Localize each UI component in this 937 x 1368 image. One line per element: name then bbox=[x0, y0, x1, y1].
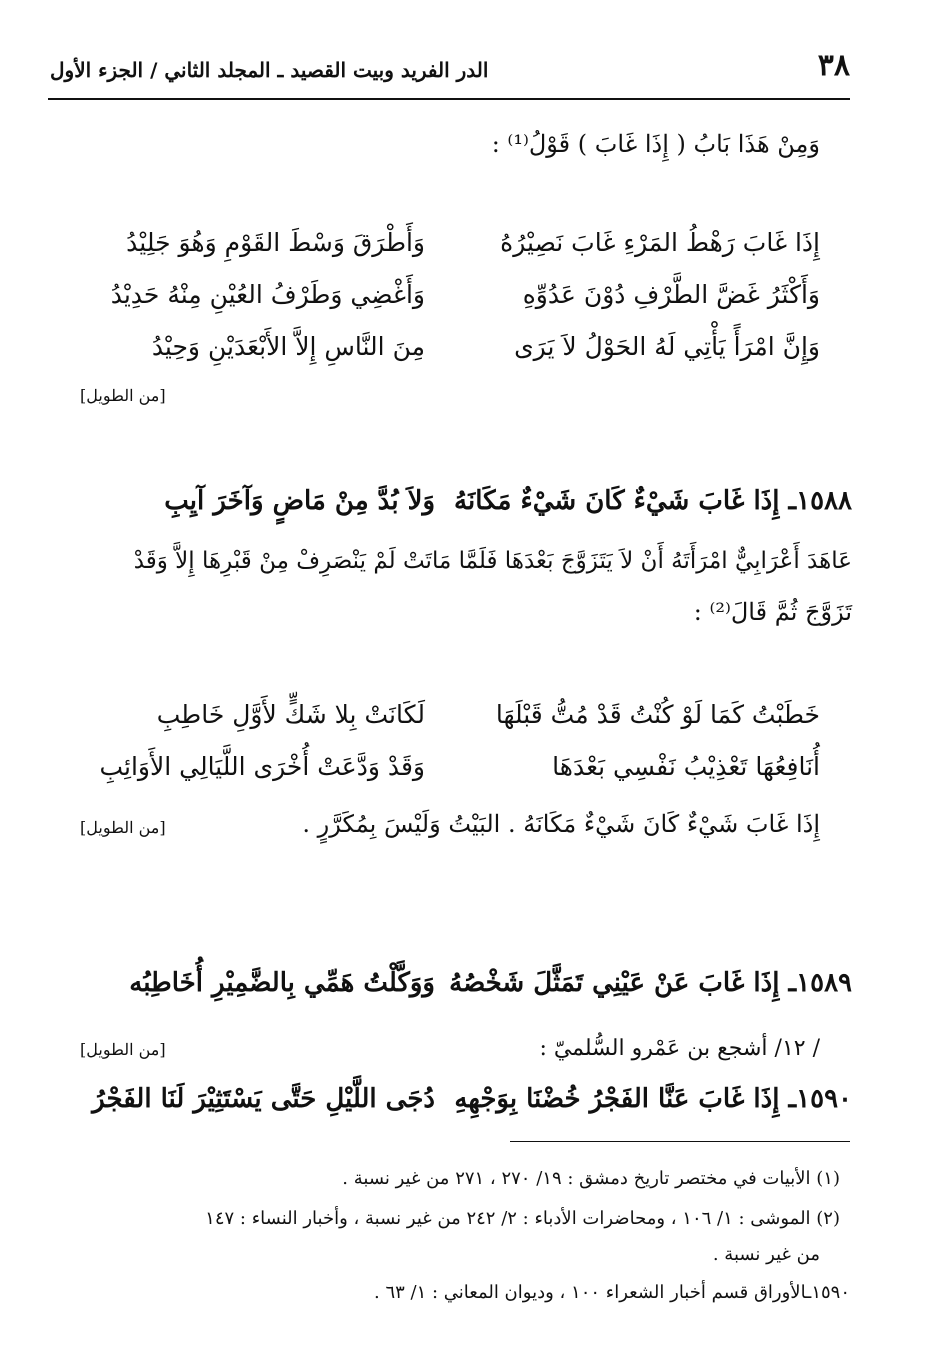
header-rule bbox=[48, 98, 850, 100]
entry-1589-right-hemistich: ١٥٨٩ـ إِذَا غَابَ عَنْ عَيْنِي تَمَثَّلَ شَخْصُهُ bbox=[449, 968, 852, 998]
poem-2-note: إِذَا غَابَ شَيْءٌ كَانَ شَيْءٌ مَكَانَهُ . البَيْتُ وَلَيْسَ بِمُكَرَّرٍ . bbox=[302, 810, 820, 838]
meter-label: [من الطويل] bbox=[80, 386, 166, 405]
entry-1588-prose-line-2: تَزَوَّجَ ثُمَّ قَالَ⁽²⁾ : bbox=[693, 598, 852, 626]
entry-1589-left-hemistich: وَوَكَّلْتُ هَمِّي بِالضَّمِيْرِ أُخَاطِبُه bbox=[129, 968, 435, 998]
verse-2-left-hemistich: وَأَغْضِي وَطَرْفُ العُيْنِ مِنْهُ حَدِيْدُ bbox=[110, 280, 425, 309]
footnote-1590: ١٥٩٠ـالأوراق قسم أخبار الشعراء ١٠٠ ، وديوان المعاني : ١/ ٦٣ . bbox=[373, 1282, 850, 1303]
poem-2-verse-2-right-hemistich: أُنَافِعُهَا تَعْذِيْبُ نَفْسِي بَعْدَهَا bbox=[552, 752, 820, 781]
footnote-1: (١) الأبيات في مختصر تاريخ دمشق : ١٩/ ٢٧٠ ، ٢٧١ من غير نسبة . bbox=[342, 1168, 840, 1189]
poem-2-verse-1-right-hemistich: خَطَبْتُ كَمَا لَوْ كُنْتُ قَدْ مُتُّ قَبْلَهَا bbox=[495, 700, 820, 729]
attribution-line: / ١٢/ أشجع بن عَمْرو السُّلميّ : bbox=[539, 1036, 820, 1061]
verse-2-right-hemistich: وَأَكْثَرُ غَضَّ الطَّرْفِ دُوْنَ عَدُوِّهِ bbox=[522, 280, 820, 309]
entry-1590-right-hemistich: ١٥٩٠ـ إِذَا غَابَ عَنَّا الفَجْرُ خُضْنَا بِوَجْهِهِ bbox=[454, 1084, 852, 1114]
entry-1588-left-hemistich: وَلاَ بُدَّ مِنْ مَاضٍ وَآخَرَ آيِبِ bbox=[164, 486, 435, 516]
meter-label: [من الطويل] bbox=[80, 818, 166, 837]
poem-2-verse-2-left-hemistich: وَقَدْ وَدَّعَتْ أُخْرَى اللَّيَالِي الأَوَائِبِ bbox=[99, 752, 425, 781]
verse-1-left-hemistich: وَأَطْرَقَ وَسْطَ القَوْمِ وَهُوَ جَلِيْدُ bbox=[126, 228, 425, 257]
verse-3-left-hemistich: مِنَ النَّاسِ إِلاَّ الأَبْعَدَيْنِ وَحِيْدُ bbox=[151, 332, 425, 361]
poem-2-verse-1-left-hemistich: لَكَانَتْ بِلا شَكٍّ لأَوَّلِ خَاطِبِ bbox=[156, 700, 425, 729]
running-header-title: الدر الفريد وبيت القصيد ـ المجلد الثاني / الجزء الأول bbox=[50, 58, 489, 82]
footnote-2-line-2: من غير نسبة . bbox=[712, 1244, 820, 1265]
entry-1590-left-hemistich: دُجَى اللَّيْلِ حَتَّى يَسْتَثِيْرَ لَنَا الفَجْرُ bbox=[92, 1084, 435, 1114]
verse-1-right-hemistich: إِذَا غَابَ رَهْطُ المَرْءِ غَابَ نَصِيْرُهُ bbox=[500, 228, 820, 257]
entry-1588-right-hemistich: ١٥٨٨ـ إِذَا غَابَ شَيْءٌ كَانَ شَيْءٌ مَكَانَهُ bbox=[454, 486, 852, 516]
page-number: ٣٨ bbox=[817, 48, 850, 83]
entry-1588-prose-line-1: عَاهَدَ أَعْرَابِيٌّ امْرَأَتَهُ أَنْ لاَ يَتَزَوَّجَ بَعْدَهَا فَلَمَّا مَاتَتْ لَمْ يَنْصَرِفْ مِنْ قَبْرِهَا إِلاَّ وَقَدْ bbox=[133, 548, 852, 574]
verse-3-right-hemistich: وَإِنَّ امْرَأً يَأْتِي لَهُ الحَوْلُ لاَ يَرَى bbox=[514, 332, 820, 361]
footnote-rule bbox=[510, 1141, 850, 1142]
intro-line: وَمِنْ هَذَا بَابُ ( إِذَا غَابَ ) قَوْلُ⁽¹⁾ : bbox=[491, 130, 820, 158]
meter-label: [من الطويل] bbox=[80, 1040, 166, 1059]
footnote-2-line-1: (٢) الموشى : ١/ ١٠٦ ، ومحاضرات الأدباء : ٢/ ٢٤٢ من غير نسبة ، وأخبار النساء : ١٤٧ bbox=[205, 1208, 840, 1229]
